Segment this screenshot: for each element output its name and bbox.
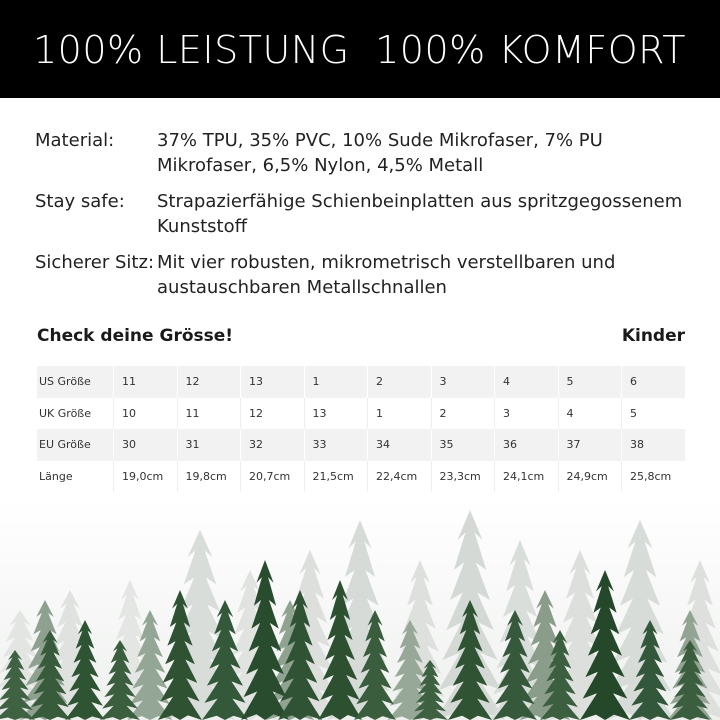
size-table (37, 366, 685, 492)
table-cell: 12 (241, 398, 305, 430)
table-cell: 37 (558, 429, 622, 461)
table-cell: 31 (177, 429, 241, 461)
spec-label: Material: (35, 130, 115, 151)
spec-row-stay-safe (35, 189, 695, 239)
banner-left-text: 100% LEISTUNG (33, 28, 350, 72)
pine-forest-illustration (0, 500, 720, 720)
row-label: US Größe (37, 366, 114, 398)
table-cell: 23,3cm (431, 461, 495, 493)
table-cell: 13 (304, 398, 368, 430)
table-cell: 2 (368, 366, 432, 398)
table-cell: 5 (558, 366, 622, 398)
table-cell: 33 (304, 429, 368, 461)
table-cell: 10 (114, 398, 178, 430)
table-row (37, 461, 685, 493)
table-cell: 4 (558, 398, 622, 430)
table-row (37, 366, 685, 398)
spec-label: Sicherer Sitz: (35, 252, 155, 273)
row-label: EU Größe (37, 429, 114, 461)
table-cell: 34 (368, 429, 432, 461)
row-label: Länge (37, 461, 114, 493)
table-cell: 3 (431, 366, 495, 398)
table-cell: 25,8cm (622, 461, 686, 493)
table-cell: 11 (114, 366, 178, 398)
size-chart-title: Check deine Grösse! (37, 326, 234, 346)
header-banner (0, 0, 720, 98)
table-row (37, 429, 685, 461)
table-cell: 38 (622, 429, 686, 461)
table-cell: 24,9cm (558, 461, 622, 493)
row-label: UK Größe (37, 398, 114, 430)
table-cell: 19,0cm (114, 461, 178, 493)
table-cell: 1 (304, 366, 368, 398)
spec-value: Mit vier robusten, mikrometrisch verstellbaren und austauschbaren Metallschnallen (157, 252, 616, 298)
table-cell: 13 (241, 366, 305, 398)
size-table-body (37, 366, 685, 492)
table-cell: 5 (622, 398, 686, 430)
table-cell: 35 (431, 429, 495, 461)
table-cell: 20,7cm (241, 461, 305, 493)
table-cell: 22,4cm (368, 461, 432, 493)
table-cell: 6 (622, 366, 686, 398)
table-cell: 19,8cm (177, 461, 241, 493)
spec-row-fit (35, 250, 695, 300)
table-cell: 3 (495, 398, 559, 430)
spec-row-material (35, 128, 695, 178)
table-cell: 24,1cm (495, 461, 559, 493)
table-cell: 4 (495, 366, 559, 398)
table-cell: 21,5cm (304, 461, 368, 493)
spec-value: Strapazierfähige Schienbeinplatten aus spritzgegossenem Kunststoff (157, 191, 683, 237)
table-cell: 12 (177, 366, 241, 398)
table-cell: 11 (177, 398, 241, 430)
table-cell: 30 (114, 429, 178, 461)
spec-value: 37% TPU, 35% PVC, 10% Sude Mikrofaser, 7% PU Mikrofaser, 6,5% Nylon, 4,5% Metall (157, 130, 603, 176)
spec-label: Stay safe: (35, 191, 125, 212)
table-cell: 1 (368, 398, 432, 430)
size-chart-header (37, 326, 685, 350)
table-row (37, 398, 685, 430)
table-cell: 32 (241, 429, 305, 461)
table-cell: 2 (431, 398, 495, 430)
banner-right-text: 100% KOMFORT (375, 28, 686, 72)
table-cell: 36 (495, 429, 559, 461)
size-chart-category: Kinder (621, 326, 685, 346)
spec-list (35, 128, 695, 311)
